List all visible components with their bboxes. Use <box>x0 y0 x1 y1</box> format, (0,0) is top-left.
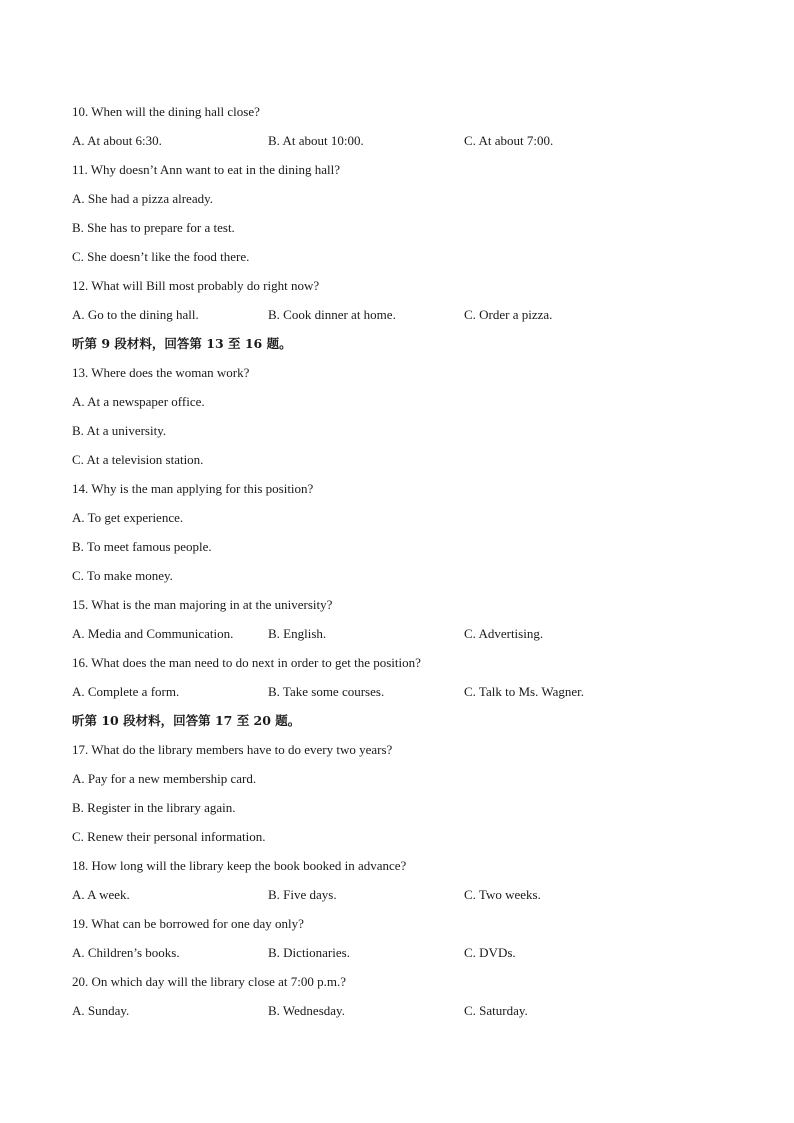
option-14-b: B. To meet famous people. <box>72 539 212 554</box>
option-20-c: C. Saturday. <box>464 1003 528 1018</box>
options-20 <box>72 1001 732 1030</box>
options-15 <box>72 624 732 653</box>
option-13-b: B. At a university. <box>72 423 167 438</box>
question-20: 20. On which day will the library close at 7:00 p.m.? <box>72 974 347 989</box>
option-13-c: C. At a television station. <box>72 452 204 467</box>
option-17-c: C. Renew their personal information. <box>72 829 266 844</box>
question-10: 10. When will the dining hall close? <box>72 104 260 119</box>
option-16-b: B. Take some courses. <box>268 684 385 699</box>
option-10-b: B. At about 10:00. <box>268 133 364 148</box>
option-15-a: A. Media and Communication. <box>72 626 234 641</box>
question-16: 16. What does the man need to do next in order to get the position? <box>72 655 421 670</box>
options-16 <box>72 682 732 711</box>
option-18-a: A. A week. <box>72 887 130 902</box>
option-10-c: C. At about 7:00. <box>464 133 554 148</box>
option-18-b: B. Five days. <box>268 887 337 902</box>
options-12 <box>72 305 732 334</box>
section-heading-10: 听第 10 段材料，回答第 17 至 20 题。 <box>72 713 301 728</box>
option-15-b: B. English. <box>268 626 327 641</box>
option-19-c: C. DVDs. <box>464 945 516 960</box>
option-17-b: B. Register in the library again. <box>72 800 236 815</box>
option-11-a: A. She had a pizza already. <box>72 191 214 206</box>
option-20-a: A. Sunday. <box>72 1003 130 1018</box>
options-18 <box>72 885 732 914</box>
option-20-b: B. Wednesday. <box>268 1003 345 1018</box>
option-11-c: C. She doesn’t like the food there. <box>72 249 250 264</box>
option-19-b: B. Dictionaries. <box>268 945 350 960</box>
option-12-a: A. Go to the dining hall. <box>72 307 199 322</box>
option-10-a: A. At about 6:30. <box>72 133 162 148</box>
option-17-a: A. Pay for a new membership card. <box>72 771 257 786</box>
option-19-a: A. Children’s books. <box>72 945 180 960</box>
option-16-a: A. Complete a form. <box>72 684 180 699</box>
question-15: 15. What is the man majoring in at the university? <box>72 597 333 612</box>
option-13-a: A. At a newspaper office. <box>72 394 205 409</box>
option-11-b: B. She has to prepare for a test. <box>72 220 235 235</box>
option-12-c: C. Order a pizza. <box>464 307 553 322</box>
option-18-c: C. Two weeks. <box>464 887 541 902</box>
question-13: 13. Where does the woman work? <box>72 365 250 380</box>
question-18: 18. How long will the library keep the book booked in advance? <box>72 858 407 873</box>
option-12-b: B. Cook dinner at home. <box>268 307 396 322</box>
question-19: 19. What can be borrowed for one day only? <box>72 916 304 931</box>
options-10 <box>72 131 732 160</box>
option-14-c: C. To make money. <box>72 568 173 583</box>
options-19 <box>72 943 732 972</box>
option-15-c: C. Advertising. <box>464 626 544 641</box>
exam-page <box>72 102 732 1030</box>
question-17: 17. What do the library members have to do every two years? <box>72 742 393 757</box>
option-16-c: C. Talk to Ms. Wagner. <box>464 684 584 699</box>
question-11: 11. Why doesn’t Ann want to eat in the dining hall? <box>72 162 341 177</box>
section-heading-9: 听第 9 段材料，回答第 13 至 16 题。 <box>72 336 292 351</box>
question-12: 12. What will Bill most probably do right now? <box>72 278 320 293</box>
question-14: 14. Why is the man applying for this position? <box>72 481 314 496</box>
option-14-a: A. To get experience. <box>72 510 184 525</box>
